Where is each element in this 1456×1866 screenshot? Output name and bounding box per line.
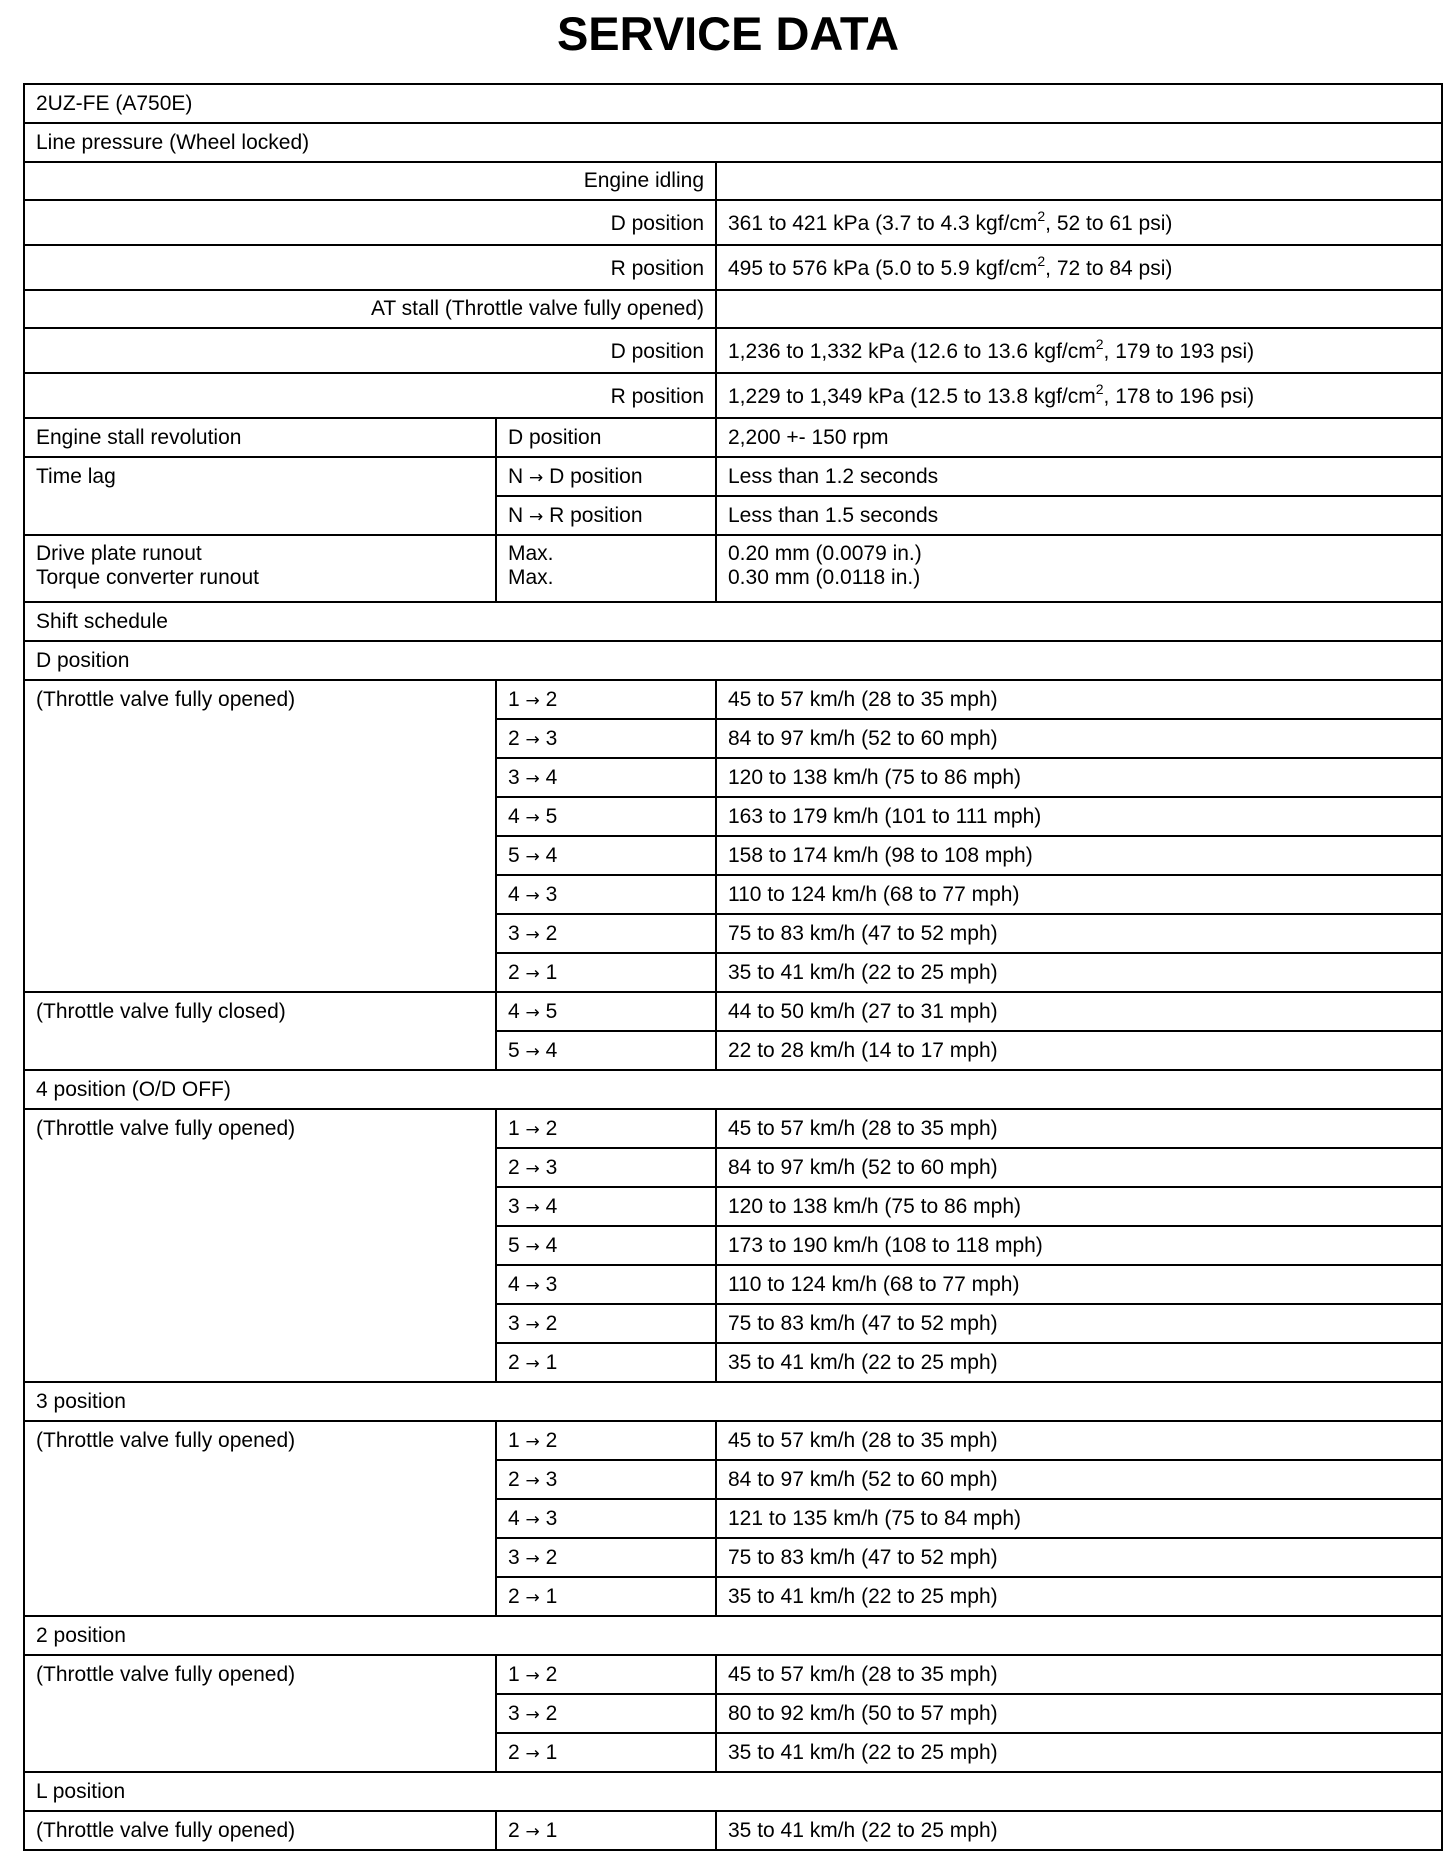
arrow-right-icon: → xyxy=(525,964,540,984)
shift-speed-value: 45 to 57 km/h (28 to 35 mph) xyxy=(716,1421,1442,1460)
table-row-idling-r-position xyxy=(24,245,1442,290)
shift-speed-value: 110 to 124 km/h (68 to 77 mph) xyxy=(716,875,1442,914)
gear-shift: 2 → 1 xyxy=(496,1811,716,1850)
gear-shift: 3 → 2 xyxy=(496,914,716,953)
arrow-right-icon: → xyxy=(525,1315,540,1335)
shift-speed-value: 84 to 97 km/h (52 to 60 mph) xyxy=(716,1148,1442,1187)
gear-shift: 2 → 1 xyxy=(496,1343,716,1382)
arrow-right-icon: → xyxy=(525,886,540,906)
gear-shift: 4 → 3 xyxy=(496,1265,716,1304)
shift-speed-value: 163 to 179 km/h (101 to 111 mph) xyxy=(716,797,1442,836)
table-row-shift xyxy=(24,1109,1442,1148)
shift-speed-value: 35 to 41 km/h (22 to 25 mph) xyxy=(716,1811,1442,1850)
table-row-shift xyxy=(24,1811,1442,1850)
table-row-at-stall xyxy=(24,290,1442,328)
shift-speed-value: 35 to 41 km/h (22 to 25 mph) xyxy=(716,1343,1442,1382)
engine-stall-value: 2,200 +- 150 rpm xyxy=(716,418,1442,457)
shift-speed-value: 121 to 135 km/h (75 to 84 mph) xyxy=(716,1499,1442,1538)
table-row-line-pressure xyxy=(24,123,1442,162)
arrow-right-icon: → xyxy=(525,1822,540,1842)
table-row-model xyxy=(24,84,1442,123)
gear-shift: 3 → 2 xyxy=(496,1538,716,1577)
table-row-shift xyxy=(24,1421,1442,1460)
shift-speed-value: 110 to 124 km/h (68 to 77 mph) xyxy=(716,1265,1442,1304)
shift-speed-value: 35 to 41 km/h (22 to 25 mph) xyxy=(716,1577,1442,1616)
section-heading: 3 position xyxy=(24,1382,1442,1421)
shift-speed-value: 75 to 83 km/h (47 to 52 mph) xyxy=(716,1304,1442,1343)
engine-idling-value xyxy=(716,162,1442,200)
arrow-right-icon: → xyxy=(525,1003,540,1023)
gear-shift: 4 → 5 xyxy=(496,992,716,1031)
shift-speed-value: 173 to 190 km/h (108 to 118 mph) xyxy=(716,1226,1442,1265)
table-row-time-lag-d xyxy=(24,457,1442,496)
section-heading: 2 position xyxy=(24,1616,1442,1655)
table-row-section-heading xyxy=(24,1070,1442,1109)
time-lag-r-value: Less than 1.5 seconds xyxy=(716,496,1442,535)
gear-shift: 2 → 3 xyxy=(496,1148,716,1187)
table-row-stall-d-position xyxy=(24,328,1442,373)
gear-shift: 2 → 1 xyxy=(496,1577,716,1616)
arrow-right-icon: → xyxy=(525,847,540,867)
shift-speed-value: 120 to 138 km/h (75 to 86 mph) xyxy=(716,758,1442,797)
arrow-right-icon: → xyxy=(525,1744,540,1764)
arrow-right-icon: → xyxy=(525,1471,540,1491)
runout-conditions: Max. Max. xyxy=(496,535,716,602)
throttle-condition-label: (Throttle valve fully closed) xyxy=(24,992,496,1070)
table-row-section-heading xyxy=(24,1616,1442,1655)
runout-values xyxy=(716,535,1442,602)
arrow-right-icon: → xyxy=(525,1549,540,1569)
arrow-right-icon: → xyxy=(525,1510,540,1530)
stall-r-position-value: 1,229 to 1,349 kPa (12.5 to 13.8 kgf/$cm^2$, 178 to 196 psi) xyxy=(716,373,1442,418)
gear-shift: 1 → 2 xyxy=(496,1655,716,1694)
gear-shift: 1 → 2 xyxy=(496,680,716,719)
shift-speed-value: 84 to 97 km/h (52 to 60 mph) xyxy=(716,1460,1442,1499)
model-label: 2UZ-FE (A750E) xyxy=(24,84,1442,123)
shift-speed-value: 158 to 174 km/h (98 to 108 mph) xyxy=(716,836,1442,875)
throttle-condition-label: (Throttle valve fully opened) xyxy=(24,1421,496,1616)
throttle-condition-label: (Throttle valve fully opened) xyxy=(24,1109,496,1382)
arrow-right-icon: → xyxy=(525,1120,540,1140)
shift-speed-value: 75 to 83 km/h (47 to 52 mph) xyxy=(716,1538,1442,1577)
gear-shift: 5 → 4 xyxy=(496,1031,716,1070)
service-data-table xyxy=(23,83,1443,1851)
page-title: SERVICE DATA xyxy=(556,7,900,60)
at-stall-label: AT stall (Throttle valve fully opened) xyxy=(24,290,716,328)
table-row-shift xyxy=(24,680,1442,719)
torque-converter-runout-label: Torque converter runout xyxy=(36,566,259,589)
idling-r-position-value: 495 to 576 kPa (5.0 to 5.9 kgf/$cm^2$, 72 to 84 psi) xyxy=(716,245,1442,290)
throttle-condition-label: (Throttle valve fully opened) xyxy=(24,1811,496,1850)
shift-speed-value: 120 to 138 km/h (75 to 86 mph) xyxy=(716,1187,1442,1226)
torque-converter-runout-value: 0.30 mm (0.0118 in.) xyxy=(728,566,921,589)
gear-shift: 1 → 2 xyxy=(496,1109,716,1148)
gear-shift: 4 → 3 xyxy=(496,1499,716,1538)
arrow-right-icon: → xyxy=(525,691,540,711)
shift-speed-value: 45 to 57 km/h (28 to 35 mph) xyxy=(716,680,1442,719)
table-row-stall-r-position xyxy=(24,373,1442,418)
at-stall-value xyxy=(716,290,1442,328)
gear-shift: 2 → 3 xyxy=(496,1460,716,1499)
shift-speed-value: 35 to 41 km/h (22 to 25 mph) xyxy=(716,953,1442,992)
table-row-shift xyxy=(24,1655,1442,1694)
arrow-right-icon: → xyxy=(525,1588,540,1608)
stall-d-position-label: D position xyxy=(24,328,716,373)
time-lag-r-condition: N → R position xyxy=(496,496,716,535)
arrow-right-icon: → xyxy=(529,507,544,527)
arrow-right-icon: → xyxy=(529,468,544,488)
gear-shift: 3 → 4 xyxy=(496,1187,716,1226)
gear-shift: 3 → 4 xyxy=(496,758,716,797)
shift-speed-value: 22 to 28 km/h (14 to 17 mph) xyxy=(716,1031,1442,1070)
arrow-right-icon: → xyxy=(525,1276,540,1296)
section-heading: D position xyxy=(24,641,1442,680)
engine-stall-label: Engine stall revolution xyxy=(24,418,496,457)
runout-labels xyxy=(24,535,496,602)
gear-shift: 5 → 4 xyxy=(496,1226,716,1265)
table-row-shift xyxy=(24,992,1442,1031)
arrow-right-icon: → xyxy=(525,730,540,750)
section-heading: 4 position (O/D OFF) xyxy=(24,1070,1442,1109)
section-heading: L position xyxy=(24,1772,1442,1811)
table-row-engine-idling xyxy=(24,162,1442,200)
shift-speed-value: 75 to 83 km/h (47 to 52 mph) xyxy=(716,914,1442,953)
shift-speed-value: 35 to 41 km/h (22 to 25 mph) xyxy=(716,1733,1442,1772)
arrow-right-icon: → xyxy=(525,808,540,828)
table-row-section-heading xyxy=(24,1772,1442,1811)
arrow-right-icon: → xyxy=(525,1666,540,1686)
arrow-right-icon: → xyxy=(525,1354,540,1374)
gear-shift: 5 → 4 xyxy=(496,836,716,875)
time-lag-d-condition: N → D position xyxy=(496,457,716,496)
arrow-right-icon: → xyxy=(525,1042,540,1062)
table-row-section-heading xyxy=(24,641,1442,680)
idling-d-position-value: 361 to 421 kPa (3.7 to 4.3 kgf/$cm^2$, 52 to 61 psi) xyxy=(716,200,1442,245)
shift-speed-value: 45 to 57 km/h (28 to 35 mph) xyxy=(716,1109,1442,1148)
stall-r-position-label: R position xyxy=(24,373,716,418)
time-lag-d-value: Less than 1.2 seconds xyxy=(716,457,1442,496)
throttle-condition-label: (Throttle valve fully opened) xyxy=(24,1655,496,1772)
gear-shift: 2 → 1 xyxy=(496,1733,716,1772)
line-pressure-heading: Line pressure (Wheel locked) xyxy=(24,123,1442,162)
shift-schedule-heading: Shift schedule xyxy=(24,602,1442,641)
arrow-right-icon: → xyxy=(525,1159,540,1179)
gear-shift: 3 → 2 xyxy=(496,1694,716,1733)
time-lag-label: Time lag xyxy=(24,457,496,535)
engine-idling-label: Engine idling xyxy=(24,162,716,200)
arrow-right-icon: → xyxy=(525,1705,540,1725)
table-row-shift-schedule xyxy=(24,602,1442,641)
gear-shift: 4 → 5 xyxy=(496,797,716,836)
arrow-right-icon: → xyxy=(525,925,540,945)
shift-speed-value: 80 to 92 km/h (50 to 57 mph) xyxy=(716,1694,1442,1733)
gear-shift: 2 → 1 xyxy=(496,953,716,992)
drive-plate-runout-value: 0.20 mm (0.0079 in.) xyxy=(728,542,922,565)
gear-shift: 3 → 2 xyxy=(496,1304,716,1343)
shift-speed-value: 44 to 50 km/h (27 to 31 mph) xyxy=(716,992,1442,1031)
drive-plate-runout-label: Drive plate runout xyxy=(36,542,202,565)
table-row-idling-d-position xyxy=(24,200,1442,245)
idling-r-position-label: R position xyxy=(24,245,716,290)
arrow-right-icon: → xyxy=(525,1237,540,1257)
table-row-runout xyxy=(24,535,1442,602)
stall-d-position-value: 1,236 to 1,332 kPa (12.6 to 13.6 kgf/$cm^2$, 179 to 193 psi) xyxy=(716,328,1442,373)
table-row-engine-stall xyxy=(24,418,1442,457)
table-row-section-heading xyxy=(24,1382,1442,1421)
gear-shift: 4 → 3 xyxy=(496,875,716,914)
arrow-right-icon: → xyxy=(525,1432,540,1452)
shift-speed-value: 45 to 57 km/h (28 to 35 mph) xyxy=(716,1655,1442,1694)
idling-d-position-label: D position xyxy=(24,200,716,245)
shift-speed-value: 84 to 97 km/h (52 to 60 mph) xyxy=(716,719,1442,758)
throttle-condition-label: (Throttle valve fully opened) xyxy=(24,680,496,992)
gear-shift: 1 → 2 xyxy=(496,1421,716,1460)
arrow-right-icon: → xyxy=(525,1198,540,1218)
arrow-right-icon: → xyxy=(525,769,540,789)
gear-shift: 2 → 3 xyxy=(496,719,716,758)
engine-stall-condition: D position xyxy=(496,418,716,457)
